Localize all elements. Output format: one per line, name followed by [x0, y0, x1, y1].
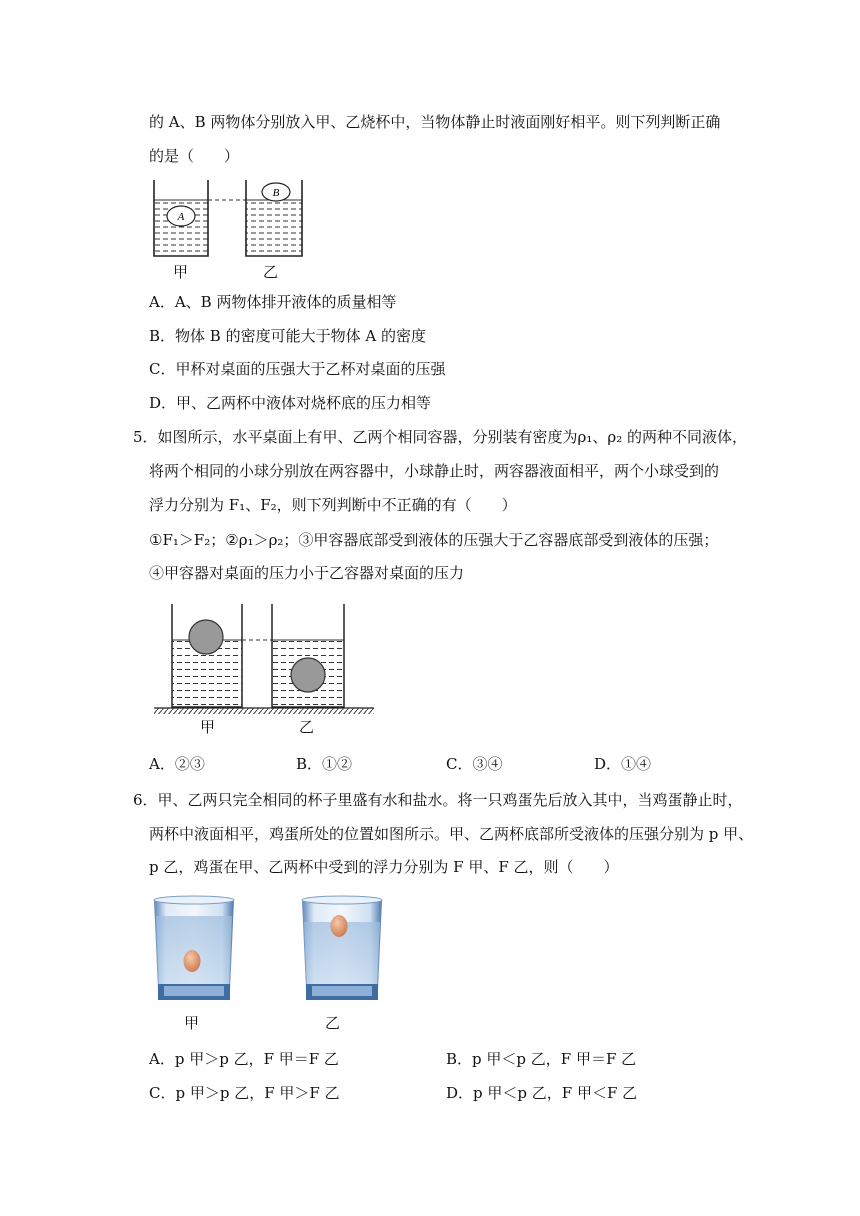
- q5-stem-line2: 将两个相同的小球分别放在两容器中，小球静止时，两容器液面相平，两个小球受到的: [149, 462, 720, 480]
- q6-option-d[interactable]: D．p 甲＜p 乙，F 甲＜F 乙: [446, 1084, 638, 1102]
- q6-option-b[interactable]: B．p 甲＜p 乙，F 甲＝F 乙: [446, 1050, 637, 1068]
- q6-label-yi: 乙: [325, 1014, 341, 1032]
- q4-label-yi: 乙: [263, 263, 279, 281]
- q4-option-c[interactable]: C．甲杯对桌面的压强大于乙杯对桌面的压强: [149, 360, 446, 378]
- q5-figure: [152, 596, 378, 718]
- q4-beaker-right: [246, 180, 302, 256]
- q5-option-a[interactable]: A．②③: [149, 755, 205, 773]
- q4-option-b[interactable]: B．物体 B 的密度可能大于物体 A 的密度: [149, 327, 426, 345]
- q5-label-jia: 甲: [200, 718, 216, 736]
- q5-container-left: [172, 604, 242, 707]
- q6-stem-line1: 6．甲、乙两只完全相同的杯子里盛有水和盐水。将一只鸡蛋先后放入其中，当鸡蛋静止时，: [133, 791, 743, 809]
- q5-statements-line2: ④甲容器对桌面的压力小于乙容器对桌面的压力: [149, 564, 465, 582]
- q6-label-jia: 甲: [184, 1014, 200, 1032]
- q6-glass-left: [154, 896, 234, 1000]
- svg-text:A: A: [177, 211, 185, 223]
- q5-statements-line1: ①F₁＞F₂；②ρ₁＞ρ₂；③甲容器底部受到液体的压强大于乙容器底部受到液体的压强；: [149, 531, 719, 549]
- q5-label-yi: 乙: [299, 718, 315, 736]
- q5-container-right: [272, 604, 344, 707]
- q6-figure: [150, 886, 390, 1008]
- q4-figure: [146, 176, 314, 282]
- q4-stem-line2: 的是（ ）: [149, 147, 240, 165]
- svg-text:B: B: [272, 187, 280, 199]
- q6-option-c[interactable]: C．p 甲＞p 乙，F 甲＞F 乙: [149, 1084, 340, 1102]
- q4-stem-line1: 的 A、B 两物体分别放入甲、乙烧杯中，当物体静止时液面刚好相平。则下列判断正确: [149, 113, 721, 131]
- q5-stem-line1: 5．如图所示，水平桌面上有甲、乙两个相同容器，分别装有密度为ρ₁、ρ₂ 的两种不同液体，: [133, 428, 747, 446]
- q6-stem-line3: p 乙，鸡蛋在甲、乙两杯中受到的浮力分别为 F 甲、F 乙，则（ ）: [149, 858, 619, 876]
- q4-option-a[interactable]: A．A、B 两物体排开液体的质量相等: [149, 293, 397, 311]
- q5-stem-line3: 浮力分别为 F₁、F₂，则下列判断中不正确的有（ ）: [149, 496, 517, 514]
- q6-egg-left: [184, 950, 201, 972]
- q6-egg-right: [331, 915, 348, 937]
- q4-label-jia: 甲: [173, 263, 189, 281]
- q5-ball-left: [189, 620, 223, 654]
- q6-stem-line2: 两杯中液面相平，鸡蛋所处的位置如图所示。甲、乙两杯底部所受液体的压强分别为 p 甲、: [149, 825, 754, 843]
- q5-option-b[interactable]: B．①②: [296, 755, 353, 773]
- q4-option-d[interactable]: D．甲、乙两杯中液体对烧杯底的压力相等: [149, 394, 432, 412]
- q5-option-d[interactable]: D．①④: [594, 755, 652, 773]
- q6-option-a[interactable]: A．p 甲＞p 乙，F 甲＝F 乙: [149, 1050, 339, 1068]
- q4-beaker-left: [154, 180, 208, 256]
- q6-glass-right: [302, 896, 382, 1000]
- q5-ball-right: [291, 658, 325, 692]
- q5-option-c[interactable]: C．③④: [446, 755, 503, 773]
